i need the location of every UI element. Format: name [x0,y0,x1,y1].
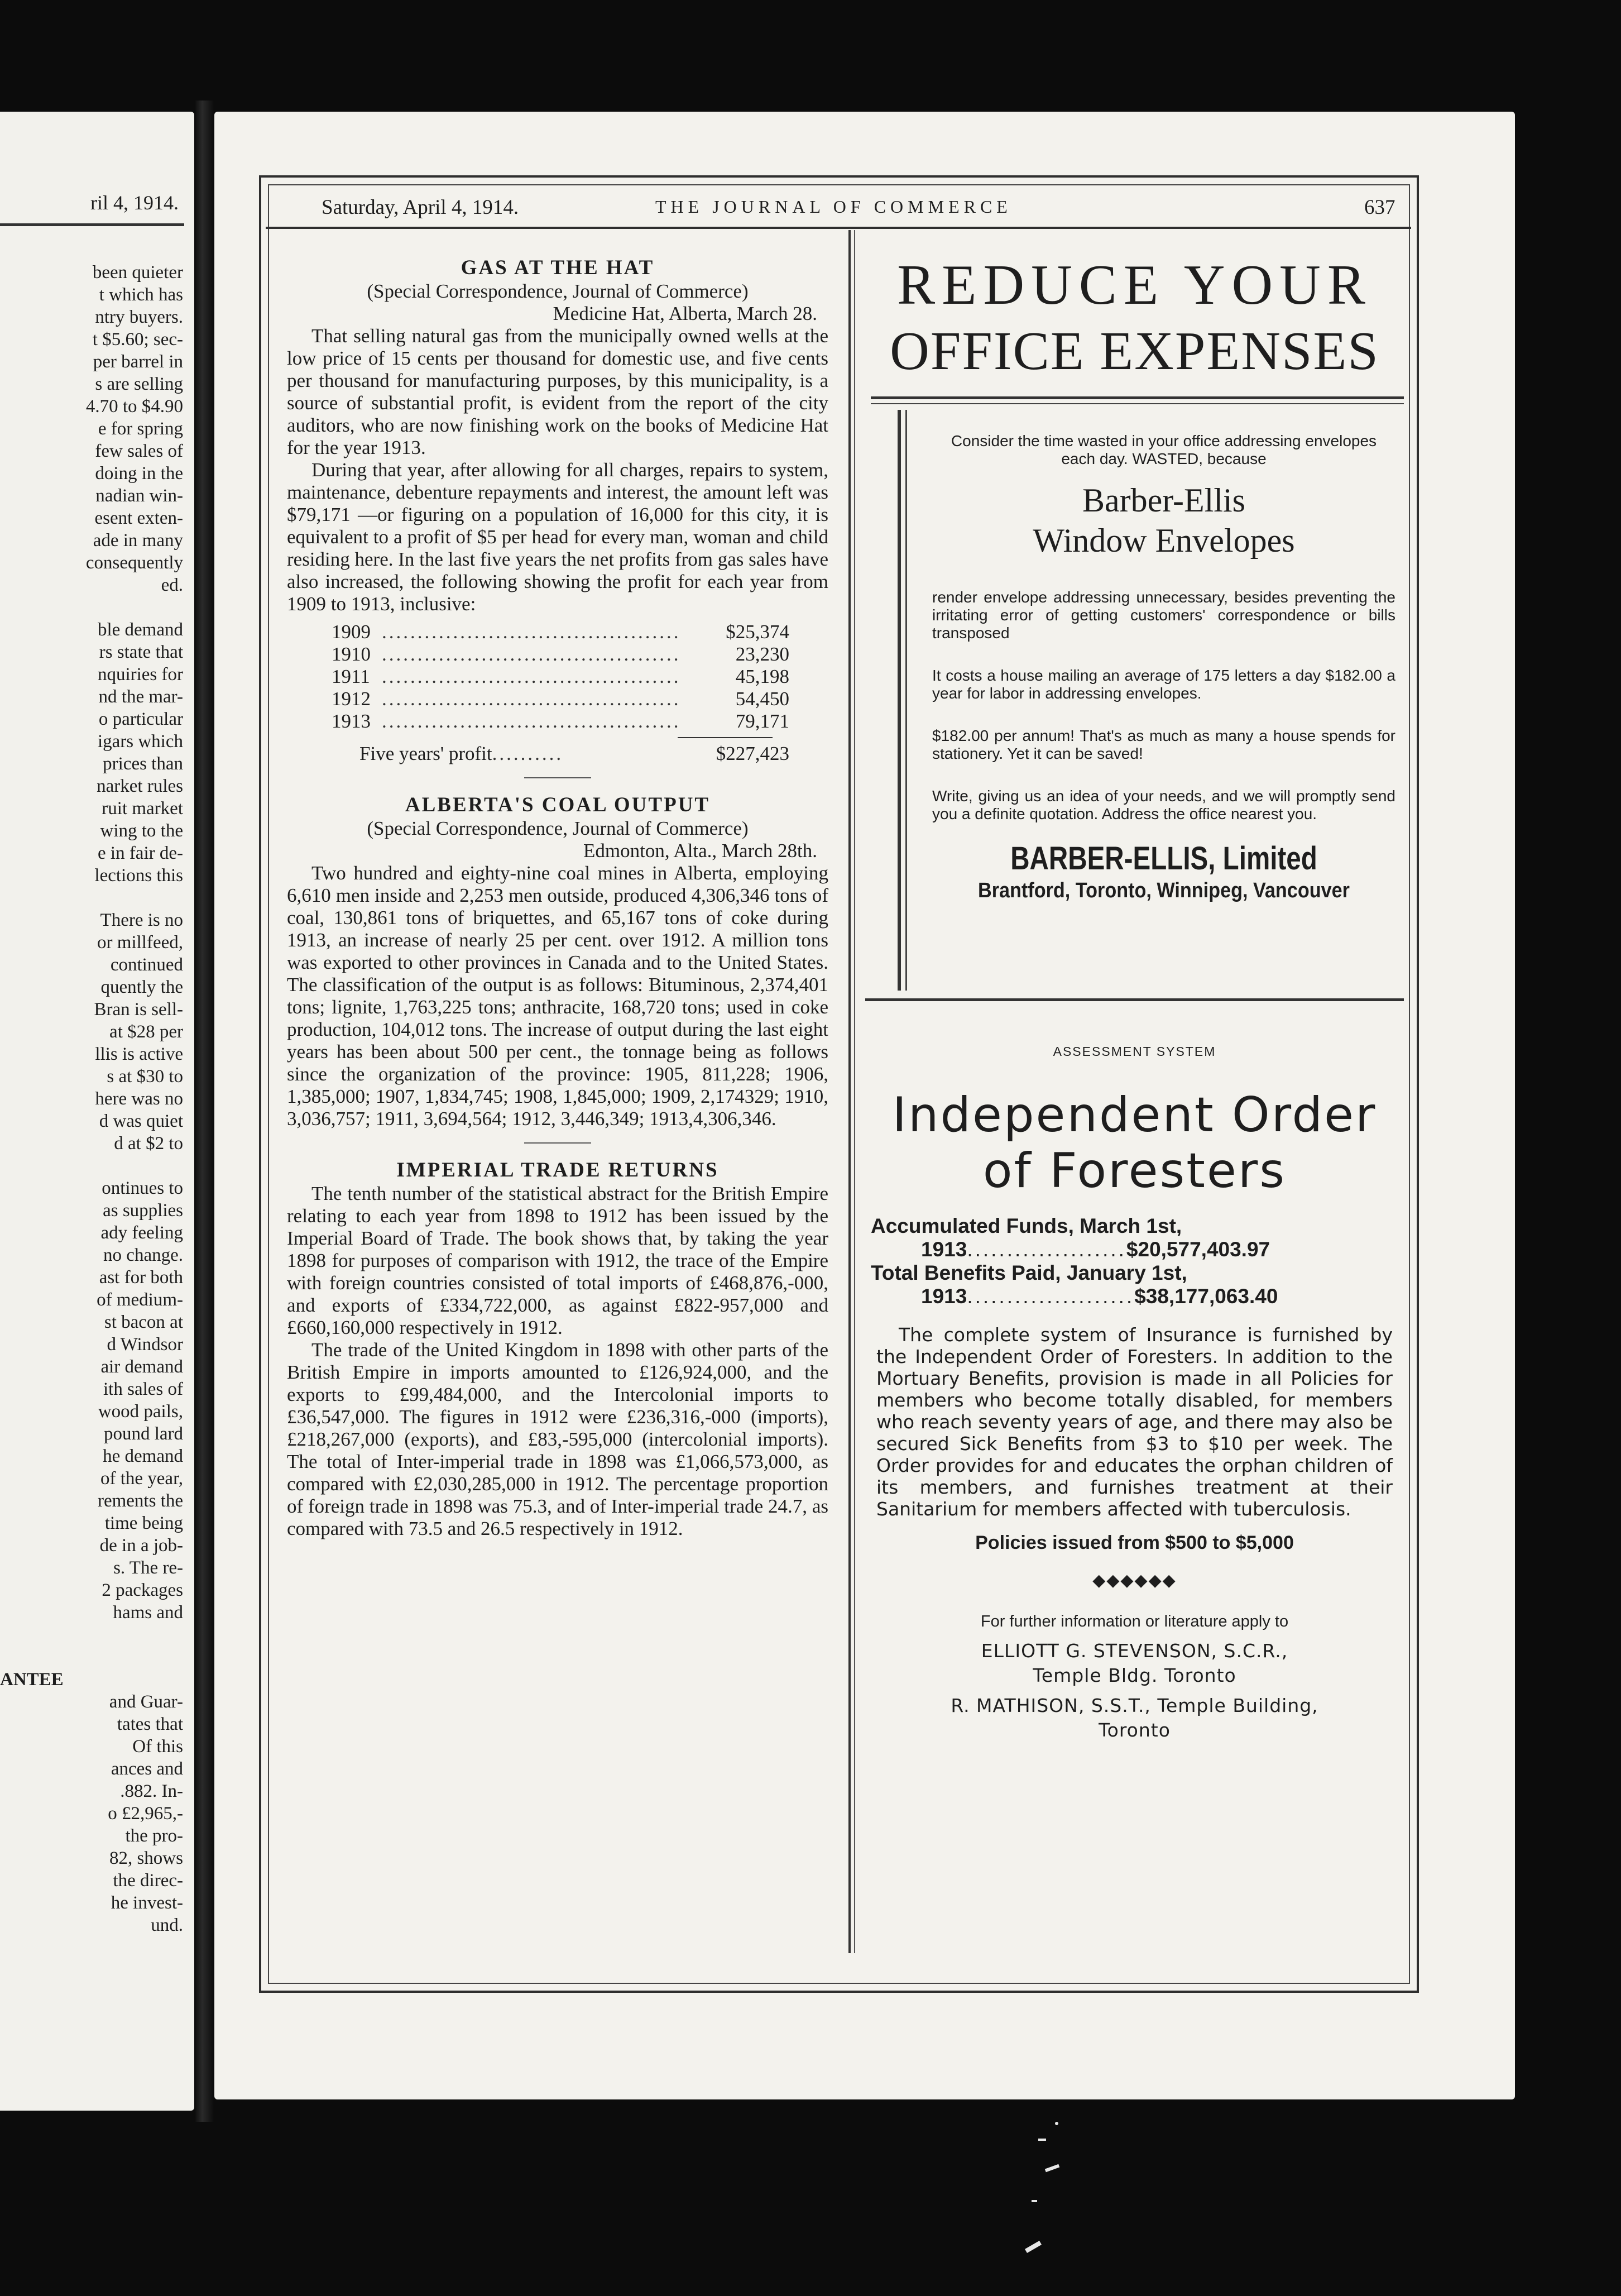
left-page-line: tates that [117,1714,183,1734]
profit-value: 45,198 [735,666,789,687]
dust-speck [1032,2200,1037,2202]
left-page-line: rs state that [99,642,183,662]
profit-value: $25,374 [726,621,789,643]
left-page-line: ANTEE [0,1670,64,1690]
left-page-line: 4.70 to $4.90 [85,396,183,417]
left-page-line: as supplies [103,1200,183,1221]
left-page-line: igars which [97,731,183,752]
left-page-line: ith sales of [103,1379,183,1399]
left-page-line: 2 packages [102,1580,183,1600]
left-page-line: prices than [103,754,183,774]
barber-ellis-ad [932,432,1395,903]
profit-value: 79,171 [735,710,789,732]
left-page-line: st bacon at [104,1312,183,1332]
article-albertas-coal-output [287,793,828,1130]
left-page-line: s are selling [95,374,183,394]
book-gutter [194,101,214,2122]
ad-body: The complete system of Insurance is furnished by the Independent Order of Foresters. In addition to the Mortuary Benefits, provision is made in all Policies for members who become totally disabled, for members who reach seventy years of age, and there may also be secured Sick Benefits from $3 to $10 per week. The Order provides for and educates the orphan children of its members, and furnishes treatment at their Sanitarium for members affected with tuberculosis. [876,1324,1393,1520]
left-page-line: ntry buyers. [95,307,183,327]
profit-value: 54,450 [735,688,789,710]
left-page [0,112,194,2111]
ad-paragraph: It costs a house mailing an average of 175 letters a day $182.00 a year for labor in addressing envelopes. [932,667,1395,702]
ad-contact: ELLIOTT G. STEVENSON, S.C.R., [981,1640,1288,1662]
left-page-line [0,596,183,619]
fund-row: 1913.....................$38,177,063.40 [921,1285,1278,1308]
article-separator [524,777,591,778]
article-title: GAS AT THE HAT [461,256,655,279]
article-paragraph: The trade of the United Kingdom in 1898 with other parts of the British Empire in imports amounted to £126,924,000, and the exports to £99,484,000, and the Intercolonial imports to £36,547,000. The figures in 1912 were £236,316,-000 (imports), £218,267,000 (exports), and £83,-595,000 (intercolonial imports). The total of Inter-imperial trade in 1898 was £1,066,573,000, as compared with £2,030,285,000 in 1912. The percentage proportion of foreign trade in 1898 was 75.3, and of Inter-imperial trade 24.7, as compared with 73.5 and 26.5 respectively in 1912. [287,1339,828,1539]
left-page-line: d was quiet [99,1111,183,1131]
ad-company-name: BARBER-ELLIS, Limited [1010,840,1317,877]
article-title: IMPERIAL TRADE RETURNS [396,1159,719,1182]
left-page-line [0,1624,183,1646]
left-page-line: Bran is sell- [94,999,183,1020]
column-divider [848,230,851,1953]
ad-paragraph: $182.00 per annum! That's as much as many a house spends for stationery. Yet it can be saved! [932,727,1395,762]
left-page-line: wing to the [100,821,183,841]
brand-name: Barber-Ellis [1082,482,1246,519]
header-title: THE JOURNAL OF COMMERCE [655,197,1012,217]
left-page-line: esent exten- [94,508,183,528]
left-page-line: quently the [100,977,183,997]
profit-year: 1909 [332,621,371,643]
ad-contact: R. MATHISON, S.S.T., Temple Building, [951,1695,1318,1716]
left-page-line: and Guar- [109,1692,183,1712]
left-page-line: the direc- [113,1871,183,1891]
ad-company-cities: Brantford, Toronto, Winnipeg, Vancouver [978,879,1350,902]
left-page-line: no change. [103,1245,183,1265]
profit-row: 1911 .......................................... 45,198 [287,666,828,688]
article-byline: (Special Correspondence, Journal of Commerce) [367,817,749,839]
left-page-line: There is no [100,910,183,930]
profit-year: 1910 [332,643,371,665]
left-page-line: e in fair de- [98,843,183,863]
profit-row: 1913 .......................................... 79,171 [287,710,828,733]
left-page-line: de in a job- [99,1536,183,1556]
left-page-line: und. [151,1915,183,1935]
fund-value: $38,177,063.40 [1134,1285,1278,1308]
profit-table [287,621,828,733]
left-page-line: rements the [97,1491,183,1511]
left-page-line: ady feeling [100,1223,183,1243]
left-page-line: lections this [94,865,183,886]
article-dateline: Edmonton, Alta., March 28th. [583,840,817,862]
left-page-line: s. The re- [113,1558,183,1578]
fund-label: Accumulated Funds, March 1st, [871,1214,1182,1237]
article-paragraph: During that year, after allowing for all charges, repairs to system, maintenance, debenture repayments and interest, the amount left was $79,171 —or figuring on a population of 16,000 for this city, it is equivalent to a profit of $5 per head for every man, woman and child residing here. In the last five years the net profits from gas sales have also increased, the following showing the profit for each year from 1909 to 1913, inclusive: [287,459,828,615]
left-header-rule [0,223,184,226]
article-byline: (Special Correspondence, Journal of Commerce) [367,280,749,302]
ad-lead: Consider the time wasted in your office addressing envelopes each day. WASTED, because [951,432,1377,467]
article-paragraph: The tenth number of the statistical abstract for the British Empire relating to each year from 1898 to 1912 has been issued by the Imperial Board of Trade. The book shows that, by taking the year 1898 for purposes of comparison with 1912, the trace of the Empire with foreign countries consisted of total imports of £468,876,-000, and exports of £334,722,000, as against £822-957,000 and £660,160,000 respectively in 1912. [287,1183,828,1338]
profit-year: 1912 [332,688,371,710]
left-page-line: per barrel in [93,352,183,372]
left-page-line: d Windsor [107,1334,183,1355]
profit-year: 1913 [332,710,371,732]
ad-further-info: For further information or literature apply to [980,1613,1289,1630]
fund-row: 1913....................$20,577,403.97 [921,1238,1270,1261]
brand-product: Window Envelopes [1033,522,1295,559]
dust-speck [1045,2164,1059,2173]
ornament-divider: ◆◆◆◆◆◆ [1092,1571,1177,1590]
left-page-line: ruit market [102,798,183,819]
profit-row: 1909 .......................................... $25,374 [287,621,828,643]
left-page-line: of medium- [97,1290,183,1310]
fund-value: $20,577,403.97 [1126,1238,1270,1261]
left-page-line: ble demand [97,620,183,640]
header-page-number: 637 [1364,196,1395,219]
left-page-line: llis is active [95,1044,183,1064]
ad-paragraph: render envelope addressing unnecessary, besides preventing the irritating error of getting customers' correspondence or bills transposed [932,589,1395,642]
profit-total-row: Five years' profit .......... $227,423 [287,743,828,765]
left-page-line: been quieter [92,262,183,283]
dust-speck [1038,2139,1046,2141]
left-page-line: few sales of [95,441,183,461]
ad-policies: Policies issued from $500 to $5,000 [975,1532,1294,1553]
left-page-line: hams and [113,1603,183,1623]
left-page-line: wood pails, [98,1401,183,1422]
left-page-line: t which has [99,285,183,305]
left-page-line: Of this [132,1737,183,1757]
article-title: ALBERTA'S COAL OUTPUT [405,793,711,816]
article-imperial-trade-returns [287,1158,828,1540]
left-page-line: he demand [103,1446,183,1466]
left-page-line: .882. In- [120,1781,183,1801]
article-gas-at-the-hat [287,256,828,765]
foresters-ad [871,1023,1398,1743]
dust-speck [1055,2122,1058,2125]
left-page-line: continued [110,955,183,975]
left-page-line: ances and [111,1759,183,1779]
profit-row: 1910 .......................................... 23,230 [287,643,828,666]
left-page-line: of the year, [100,1469,183,1489]
left-page-line: pound lard [103,1424,183,1444]
left-page-header: ril 4, 1914. [90,192,179,214]
left-page-line: at $28 per [109,1022,183,1042]
ad-paragraph: Write, giving us an idea of your needs, and we will promptly send you a definite quotation. Address the office nearest you. [932,787,1395,822]
ad-kicker: ASSESSMENT SYSTEM [1053,1044,1216,1059]
header-rule [266,227,1411,229]
ad-headline: of Foresters [982,1143,1287,1199]
left-page-line [0,1155,183,1177]
news-column [287,256,828,1540]
left-page-column [0,261,183,1936]
left-page-line: ontinues to [102,1178,183,1198]
left-page-line: ed. [161,575,183,595]
left-page-line: or millfeed, [97,932,183,953]
header-date: Saturday, April 4, 1914. [322,196,519,219]
left-page-line: he invest- [111,1893,183,1913]
left-page-line: ast for both [99,1267,183,1288]
article-paragraph: Two hundred and eighty-nine coal mines in Alberta, employing 6,610 men inside and 2,253 men outside, produced 4,306,346 tons of coal, 130,861 tons of briquettes, and 65,167 tons of coke during 1913, an increase of nearly 25 per cent. over 1912. A million tons was exported to other provinces in Canada and to the United States. The classification of the output is as follows: Bituminous, 2,374,401 tons; lignite, 1,763,225 tons; anthracite, 168,720 tons; used in coke production, 104,012 tons. The increase of output during the last eight years has been about 500 per cent., the tonnage being as follows since the organization of the province: 1905, 811,228; 1906, 1,385,000; 1907, 1,834,745; 1908, 1,845,000; 1909, 2,174329; 1910, 3,036,757; 1911, 3,694,564; 1912, 3,446,349; 1913,4,306,346. [287,862,828,1130]
table-sum-rule [678,737,773,738]
ad-headline: Independent Order [892,1087,1377,1143]
ad-headline: OFFICE EXPENSES [890,321,1379,381]
left-page-line [0,887,183,909]
left-page-line: o particular [98,709,183,729]
left-page-line: here was no [95,1089,183,1109]
left-page-line: ade in many [93,530,183,551]
ad-rule [871,396,1404,399]
left-page-line: t $5.60; sec- [92,329,183,350]
left-page-line: o £2,965,- [108,1804,183,1824]
profit-row: 1912 .......................................... 54,450 [287,688,828,710]
dust-speck [1025,2241,1042,2253]
fund-label: Total Benefits Paid, January 1st, [871,1261,1187,1284]
left-page-line: consequently [85,553,183,573]
profit-total-label: Five years' profit [359,743,492,764]
ad-headline: REDUCE YOUR [897,253,1372,317]
left-page-line: 82, shows [109,1848,183,1868]
article-separator [524,1142,591,1144]
ad-vertical-bar [898,410,901,991]
ad-contact: Toronto [1099,1719,1171,1741]
ad-contact: Temple Bldg. Toronto [1033,1664,1236,1686]
ad-brand [932,480,1395,561]
article-paragraph: That selling natural gas from the municipally owned wells at the low price of 15 cents per thousand for domestic use, and five cents per thousand for manufacturing purposes, by this municipality, is a source of substantial profit, is evident from the report of the city auditors, who are now finishing work on the books of Medicine Hat for the year 1913. [287,325,828,458]
left-page-line: s at $30 to [107,1066,183,1087]
left-page-line: time being [104,1513,183,1533]
journal-page [214,112,1515,2099]
left-page-line: the pro- [125,1826,183,1846]
left-page-line: d at $2 to [114,1133,183,1154]
left-page-line: e for spring [98,419,183,439]
left-page-line: nadian win- [95,486,183,506]
profit-total-value: $227,423 [716,743,789,764]
ad-separator-rule [865,998,1404,1001]
left-page-line: nquiries for [97,664,183,685]
left-page-line: doing in the [95,463,183,484]
profit-year: 1911 [332,666,370,687]
article-dateline: Medicine Hat, Alberta, March 28. [553,303,817,324]
left-page-line: nd the mar- [98,687,183,707]
left-page-line: air demand [100,1357,183,1377]
profit-value: 23,230 [735,643,789,665]
left-page-line: narket rules [97,776,183,796]
left-page-line [0,1646,183,1668]
advertisement-column [865,230,1404,1953]
